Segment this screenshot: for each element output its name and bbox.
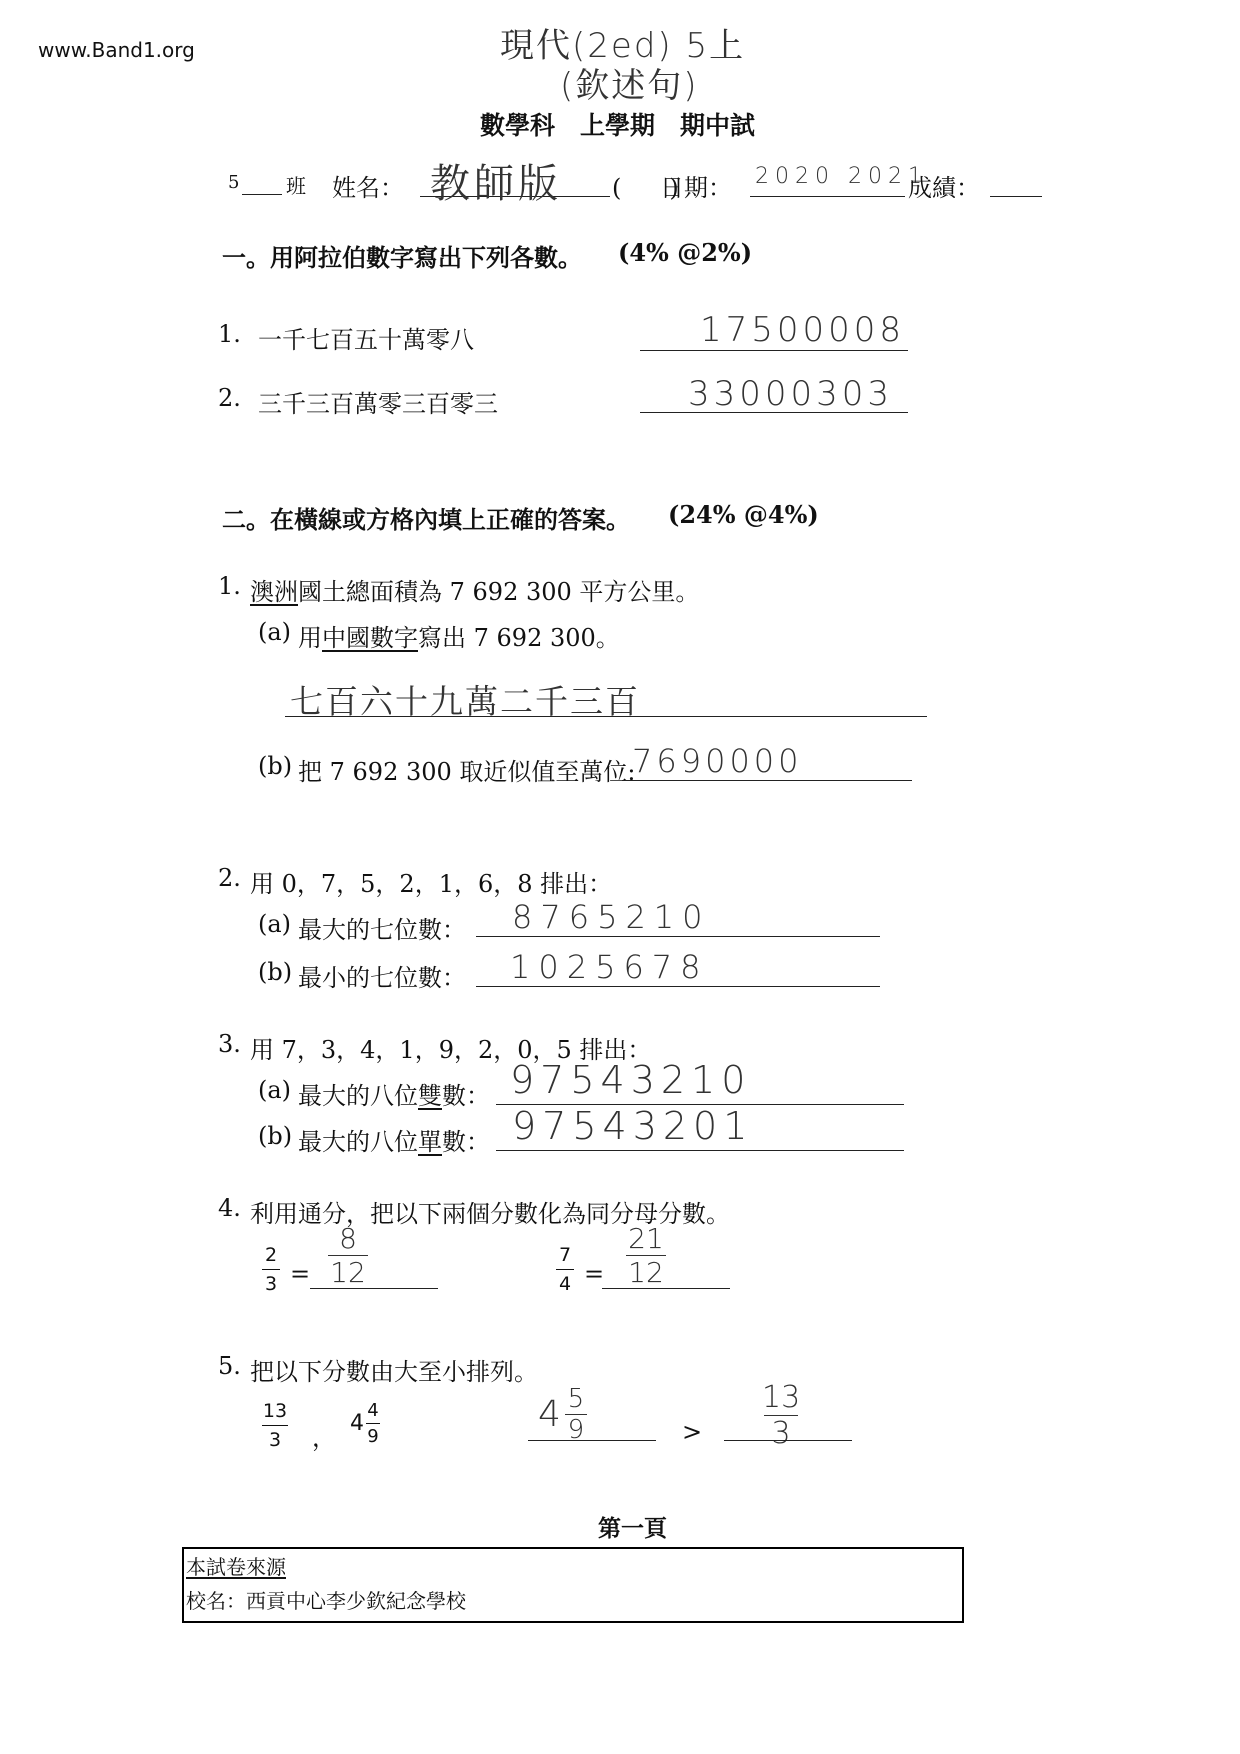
- s1-q1-answer: 17500008: [700, 310, 906, 350]
- s2-q2b-answer-line: [476, 986, 880, 987]
- s1-q1-answer-line: [640, 350, 908, 351]
- page-title: 數學科 上學期 期中試: [480, 111, 756, 140]
- s2-q4-equals2: =: [584, 1260, 605, 1288]
- s2-q5-number: 5.: [218, 1352, 241, 1380]
- s2-q4-ans2-denominator: 12: [628, 1256, 664, 1289]
- source-school: 校名：西貢中心李少欽紀念學校: [186, 1589, 466, 1613]
- s2-q3b-answer-line: [496, 1150, 904, 1151]
- s2-q4-ans1-denominator: 12: [330, 1256, 366, 1289]
- s2-q4-answer1: [328, 1222, 368, 1289]
- s2-q4-fraction2: [556, 1244, 574, 1295]
- s2-q3b-pre: 最大的八位: [298, 1128, 418, 1156]
- s2-q5-ans1-denominator: 9: [567, 1415, 585, 1445]
- s2-q3a-underlined: 雙: [418, 1082, 442, 1110]
- s2-q1a-label: (a): [258, 618, 292, 646]
- s2-q4-f2-denominator: 4: [558, 1273, 572, 1295]
- s2-q1a-answer: 七百六十九萬二千三百: [290, 682, 640, 721]
- s2-q4-equals1: =: [290, 1260, 311, 1288]
- s2-q5-answer1-line: [528, 1440, 656, 1441]
- s2-q1b-text: 把 7 692 300 取近似值至萬位:: [298, 758, 636, 786]
- s2-q3b-answer: 97543201: [512, 1104, 754, 1148]
- s2-q3a-answer: 97543210: [510, 1058, 752, 1102]
- s2-q1b-answer: 7690000: [632, 742, 803, 780]
- s2-q4-f2-bar: [556, 1269, 574, 1270]
- s2-q3-text: 用 7，3，4，1，9，2，0，5 排出：: [250, 1036, 652, 1064]
- s2-q5-f2-whole: 4: [350, 1411, 364, 1436]
- s2-q3a-label: (a): [258, 1076, 292, 1104]
- s2-q5-ans2-denominator: 3: [771, 1416, 791, 1451]
- page-number-label: 第一頁: [598, 1515, 667, 1542]
- s2-q4-text: 利用通分，把以下兩個分數化為同分母分數。: [250, 1200, 730, 1228]
- s2-q4-answer2: [626, 1222, 666, 1289]
- s1-q2-text: 三千三百萬零三百零三: [258, 390, 498, 418]
- s2-q5-comma: ，: [312, 1424, 336, 1452]
- handwritten-header-line2: (欽述句): [560, 66, 699, 106]
- s2-q1-text: [250, 572, 699, 607]
- s2-q2b-label: (b): [258, 958, 293, 986]
- s2-q5-mixed-number: [350, 1400, 380, 1447]
- s2-q2a-answer: 8765210: [512, 898, 711, 936]
- s1-q1-number: 1.: [218, 320, 241, 348]
- s2-q2b-answer: 1025678: [510, 948, 709, 986]
- s2-q3b-underlined: 單: [418, 1128, 442, 1156]
- s2-q1-text-rest: 國土總面積為 7 692 300 平方公里。: [298, 578, 700, 606]
- s2-q3-number: 3.: [218, 1030, 241, 1058]
- s2-q5-f1-bar: [262, 1425, 288, 1426]
- section1-heading: 一。用阿拉伯數字寫出下列各數。: [222, 243, 582, 272]
- class-value: 5: [228, 172, 240, 193]
- name-value: 教師版: [430, 161, 562, 207]
- s2-q2-text: 用 0，7，5，2，1，6，8 排出：: [250, 870, 613, 898]
- s2-q5-answer2-line: [724, 1440, 852, 1441]
- s2-q5-fraction1: [262, 1400, 288, 1451]
- s2-q5-text: 把以下分數由大至小排列。: [250, 1358, 538, 1386]
- s2-q4-number: 4.: [218, 1194, 241, 1222]
- s2-q1-underlined-word: 澳洲: [250, 578, 298, 606]
- s2-q1a-underlined: 中國數字: [322, 624, 418, 652]
- source-box: [182, 1547, 964, 1623]
- s1-q2-number: 2.: [218, 384, 241, 412]
- s2-q4-answer2-line: [602, 1288, 730, 1289]
- s2-q3b-label: (b): [258, 1122, 293, 1150]
- s2-q3a-text: [298, 1076, 490, 1111]
- date-line: [750, 196, 905, 197]
- s2-q5-ans2-numerator: 13: [762, 1380, 801, 1415]
- s1-q1-text: 一千七百五十萬零八: [258, 326, 474, 354]
- s2-q5-f2-denominator: 9: [367, 1426, 379, 1447]
- s2-q4-answer1-line: [310, 1288, 438, 1289]
- student-number-paren: ( ): [612, 174, 679, 202]
- s2-q1a-pre: 用: [298, 624, 322, 652]
- score-label: 成績：: [908, 174, 980, 202]
- s2-q4-ans1-numerator: 8: [339, 1222, 357, 1255]
- s2-q2a-answer-line: [476, 936, 880, 937]
- s2-q5-ans1-numerator: 5: [567, 1384, 585, 1414]
- s2-q4-f1-bar: [262, 1269, 280, 1270]
- s2-q5-f2-fraction: [366, 1400, 380, 1447]
- section2-marks: (24% @4%): [668, 500, 819, 529]
- s2-q5-answer1: [538, 1384, 587, 1445]
- s2-q1-number: 1.: [218, 572, 241, 600]
- s2-q5-f2-numerator: 4: [367, 1400, 379, 1421]
- s2-q5-f1-denominator: 3: [268, 1429, 282, 1451]
- source-title: 本試卷來源: [186, 1555, 286, 1579]
- s2-q3b-post: 數：: [442, 1128, 490, 1156]
- s2-q1b-label: (b): [258, 752, 293, 780]
- s2-q2a-label: (a): [258, 910, 292, 938]
- s2-q4-f1-denominator: 3: [264, 1273, 278, 1295]
- s2-q1a-text: [298, 618, 620, 653]
- s2-q2-number: 2.: [218, 864, 241, 892]
- s2-q4-fraction1: [262, 1244, 280, 1295]
- s2-q3b-text: [298, 1122, 490, 1157]
- class-line: [242, 194, 282, 195]
- s2-q5-greater-than: >: [682, 1418, 703, 1446]
- watermark-link[interactable]: www.Band1.org: [38, 38, 195, 62]
- s2-q1b-answer-line: [622, 780, 912, 781]
- s1-q2-answer: 33000303: [688, 374, 894, 414]
- score-line: [990, 196, 1042, 197]
- s2-q4-f1-numerator: 2: [264, 1244, 278, 1266]
- s2-q4-f2-numerator: 7: [558, 1244, 572, 1266]
- s2-q5-ans1-fraction: [565, 1384, 587, 1445]
- s2-q3a-pre: 最大的八位: [298, 1082, 418, 1110]
- s2-q5-f1-numerator: 13: [262, 1400, 288, 1422]
- s2-q5-ans1-whole: 4: [538, 1394, 561, 1435]
- section1-marks: (4% @2%): [618, 238, 753, 267]
- handwritten-header-line1: 現代(2ed) 5上: [500, 26, 746, 66]
- date-label: 日期：: [660, 174, 732, 202]
- s2-q2a-text: 最大的七位數：: [298, 916, 466, 944]
- name-label: 姓名：: [332, 174, 404, 202]
- s2-q3a-post: 數：: [442, 1082, 490, 1110]
- date-value: 2020 2021: [755, 164, 928, 189]
- s2-q4-ans2-numerator: 21: [628, 1222, 664, 1255]
- class-label: 班: [286, 174, 306, 198]
- s2-q1a-post: 寫出 7 692 300。: [418, 624, 620, 652]
- s2-q5-f2-bar: [366, 1423, 380, 1424]
- section2-heading: 二。在橫線或方格內填上正確的答案。: [222, 505, 630, 534]
- s2-q2b-text: 最小的七位數：: [298, 964, 466, 992]
